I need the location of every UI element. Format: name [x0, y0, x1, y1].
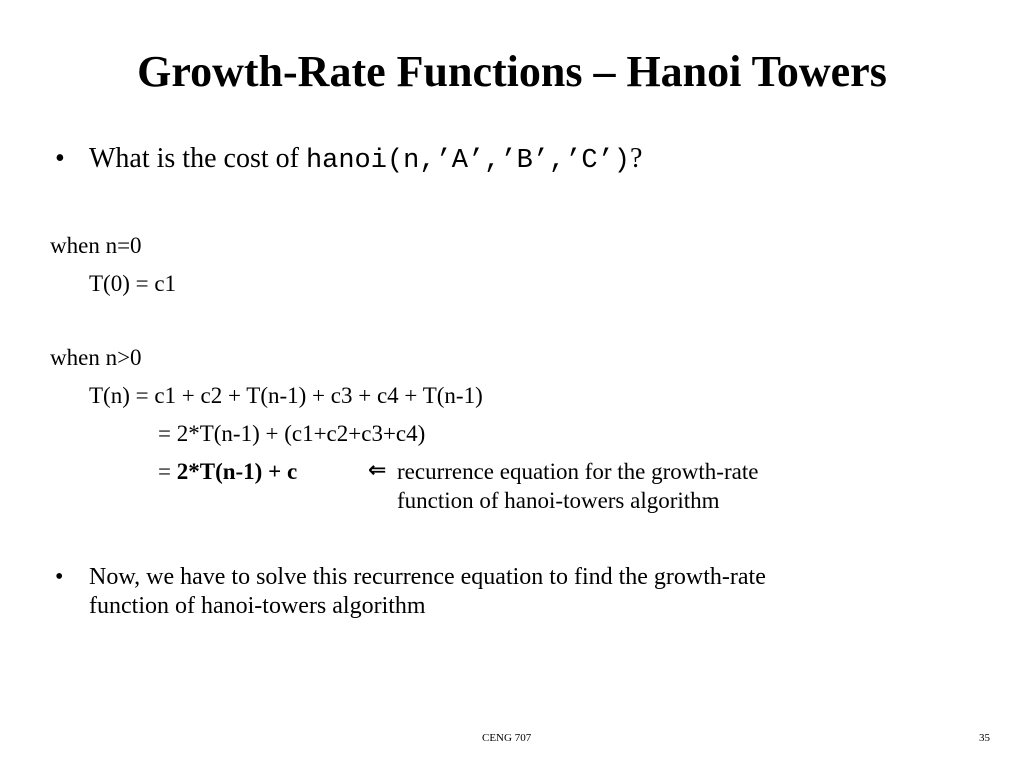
cost-question-suffix: ? [630, 143, 643, 174]
slide-title: Growth-Rate Functions – Hanoi Towers [137, 47, 887, 96]
solve-text-line-2: function of hanoi-towers algorithm [89, 593, 426, 619]
case-zero-equation: T(0) = c1 [89, 271, 177, 296]
bullet-text [89, 563, 919, 621]
recurrence-result: 2*T(n-1) + c [176, 459, 298, 484]
recurrence-equation-line-1: T(n) = c1 + c2 + T(n-1) + c3 + c4 + T(n-1) [89, 383, 483, 408]
bullet-marker: • [55, 564, 64, 590]
bullet-text [89, 144, 919, 176]
case-positive-label: when n>0 [50, 345, 142, 370]
recurrence-equation-line-3 [158, 458, 297, 486]
cost-question-prefix: What is the cost of [89, 143, 306, 174]
recurrence-note-line-2: function of hanoi-towers algorithm [397, 488, 720, 513]
left-arrow-icon: ⇐ [368, 458, 387, 483]
footer-course: CENG 707 [482, 732, 532, 744]
footer-page-number: 35 [979, 732, 990, 744]
hanoi-call-code: hanoi(n,’A’,’B’,’C’) [305, 146, 631, 176]
recurrence-note-line-1: recurrence equation for the growth-rate [397, 459, 759, 484]
recurrence-equation-line-2: = 2*T(n-1) + (c1+c2+c3+c4) [158, 421, 426, 446]
bullet-marker: • [55, 143, 65, 174]
equals-sign: = [158, 459, 177, 484]
solve-text-line-1: Now, we have to solve this recurrence equation to find the growth-rate [89, 564, 766, 590]
case-zero-label: when n=0 [50, 233, 142, 258]
